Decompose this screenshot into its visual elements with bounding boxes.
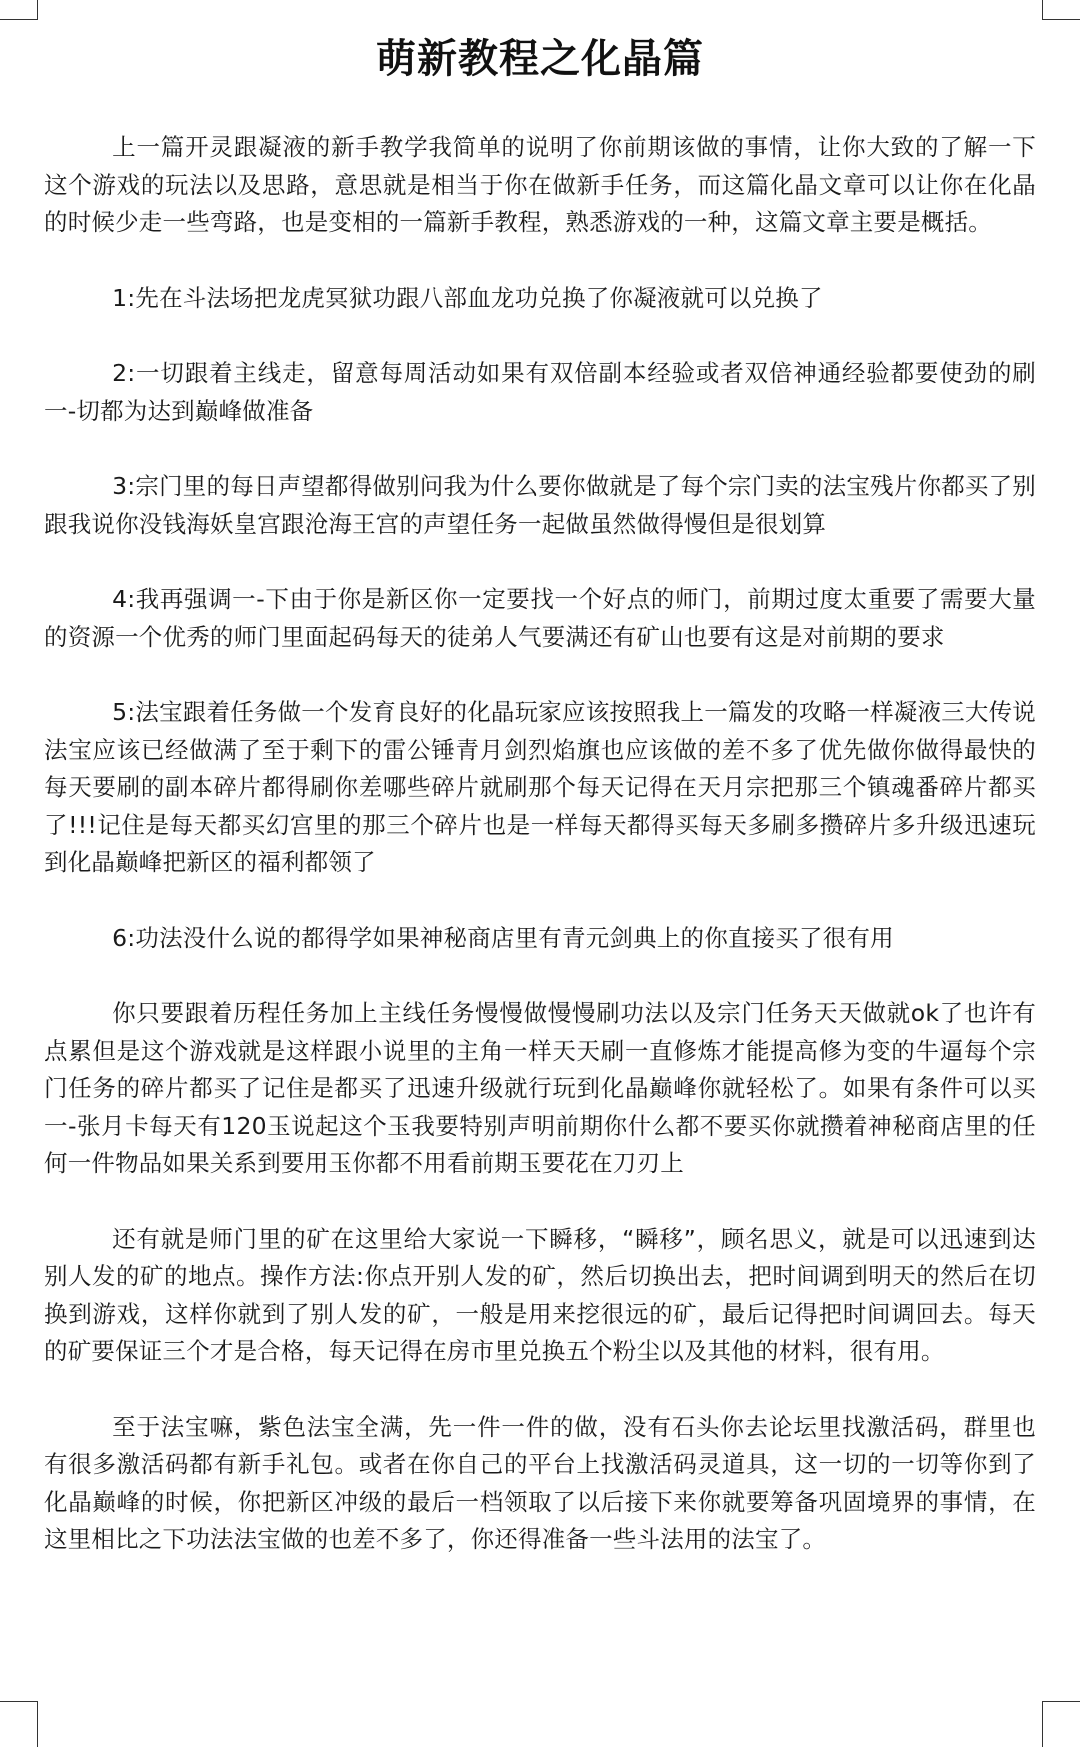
paragraph-treasure: 至于法宝嘛，紫色法宝全满，先一件一件的做，没有石头你去论坛里找激活码，群里也有很多激活码都有新手礼包。或者在你自己的平台上找激活码灵道具，这一切的一切等你到了化晶巅峰的时候，你把新区冲级的最后一档领取了以后接下来你就要筹备巩固境界的事情，在这里相比之下功法法宝做的也差不多了，你还得准备一些斗法用的法宝了。 bbox=[44, 1412, 1036, 1553]
paragraph-tip-4: 4:我再强调一-下由于你是新区你一定要找一个好点的师门，前期过度太重要了需要大量的资源一个优秀的师门里面起码每天的徒弟人气要满还有矿山也要有这是对前期的要求 bbox=[44, 585, 1036, 651]
document-page bbox=[44, 0, 1036, 1597]
paragraph-tip-5: 5:法宝跟着任务做一个发育良好的化晶玩家应该按照我上一篇发的攻略一样凝液三大传说法宝应该已经做满了至于剩下的雷公锤青月剑烈焰旗也应该做的差不多了优先做你做得最快的每天要刷的副本碎片都得刷你差哪些碎片就刷那个每天记得在天月宗把那三个镇魂番碎片都买了!!!记住是每天都买幻宫里的那三个碎片也是一样每天都得买每天多刷多攒碎片多升级迅速玩到化晶巅峰把新区的福利都领了 bbox=[44, 698, 1037, 876]
crop-mark-bottom-left bbox=[0, 1701, 38, 1747]
crop-mark-top-left bbox=[0, 0, 38, 20]
paragraph-tip-3: 3:宗门里的每日声望都得做别问我为什么要你做就是了每个宗门卖的法宝残片你都买了别跟我说你没钱海妖皇宫跟沧海王宫的声望任务一起做虽然做得慢但是很划算 bbox=[44, 472, 1037, 538]
crop-mark-top-right bbox=[1042, 0, 1080, 20]
paragraph-tip-1: 1:先在斗法场把龙虎冥狱功跟八部血龙功兑换了你凝液就可以兑换了 bbox=[112, 283, 823, 312]
paragraph-tip-6: 6:功法没什么说的都得学如果神秘商店里有青元剑典上的你直接买了很有用 bbox=[112, 923, 894, 952]
paragraph-tip-2: 2:一切跟着主线走，留意每周活动如果有双倍副本经验或者双倍神通经验都要使劲的刷一-切都为达到巅峰做准备 bbox=[44, 359, 1036, 425]
document-body bbox=[44, 129, 1036, 1559]
crop-mark-bottom-right bbox=[1042, 1701, 1080, 1747]
document-title: 萌新教程之化晶篇 bbox=[376, 36, 704, 82]
paragraph-intro: 上一篇开灵跟凝液的新手教学我简单的说明了你前期该做的事情，让你大致的了解一下这个游戏的玩法以及思路，意思就是相当于你在做新手任务，而这篇化晶文章可以让你在化晶的时候少走一些弯路，也是变相的一篇新手教程，熟悉游戏的一种，这篇文章主要是概括。 bbox=[44, 133, 1036, 236]
paragraph-summary: 你只要跟着历程任务加上主线任务慢慢做慢慢刷功法以及宗门任务天天做就ok了也许有点累但是这个游戏就是这样跟小说里的主角一样天天刷一直修炼才能提高修为变的牛逼每个宗门任务的碎片都买了记住是都买了迅速升级就行玩到化晶巅峰你就轻松了。如果有条件可以买一-张月卡每天有120玉说起这个玉我要特别声明前期你什么都不要买你就攒着神秘商店里的任何一件物品如果关系到要用玉你都不用看前期玉要花在刀刃上 bbox=[44, 999, 1036, 1177]
paragraph-teleport: 还有就是师门里的矿在这里给大家说一下瞬移，“瞬移”，顾名思义，就是可以迅速到达别人发的矿的地点。操作方法:你点开别人发的矿，然后切换出去，把时间调到明天的然后在切换到游戏，这样你就到了别人发的矿，一般是用来挖很远的矿，最后记得把时间调回去。每天的矿要保证三个才是合格，每天记得在房市里兑换五个粉尘以及其他的材料，很有用。 bbox=[44, 1224, 1036, 1365]
